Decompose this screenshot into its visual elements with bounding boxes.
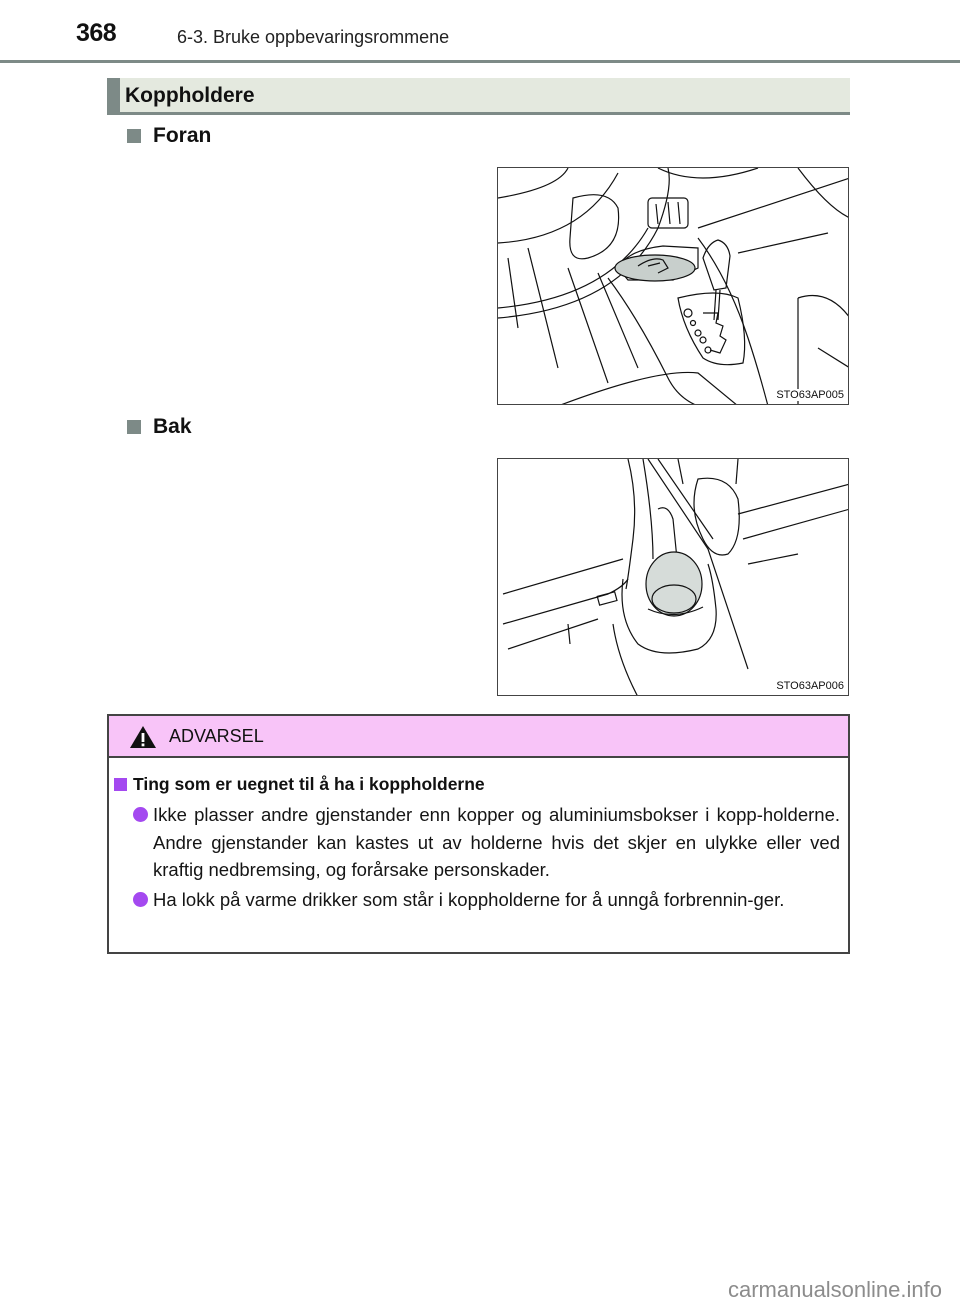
warning-triangle-icon <box>129 725 157 749</box>
header-rule <box>0 60 960 63</box>
rear-cup-holder-illustration-icon <box>498 459 849 696</box>
square-bullet-icon <box>114 778 127 791</box>
watermark[interactable]: carmanualsonline.info <box>727 1277 942 1302</box>
subheading-label: Bak <box>153 415 192 438</box>
warning-title: ADVARSEL <box>169 726 264 746</box>
warning-bullet-text: Ha lokk på varme drikker som står i koppholderne for å unngå forbrennin-ger. <box>153 889 785 910</box>
front-cup-holder-illustration-icon <box>498 168 849 405</box>
heading-accent-bar <box>107 78 120 112</box>
square-bullet-icon <box>127 129 141 143</box>
warning-bullet <box>133 801 840 884</box>
figure-caption: STO63AP005 <box>773 389 844 401</box>
section-title: Koppholdere <box>125 84 255 107</box>
warning-bullet <box>133 886 840 914</box>
bullet-dot-icon <box>133 892 148 907</box>
bullet-dot-icon <box>133 807 148 822</box>
warning-box <box>107 714 850 954</box>
section-heading <box>107 78 850 115</box>
chapter-title: 6-3. Bruke oppbevaringsrommene <box>177 27 450 47</box>
page-number: 368 <box>76 19 117 47</box>
figure-rear-cup-holder <box>497 458 849 696</box>
subheading-front <box>127 124 211 148</box>
square-bullet-icon <box>127 420 141 434</box>
subheading-rear <box>127 415 192 439</box>
warning-item-label: Ting som er uegnet til å ha i koppholderne <box>133 774 485 794</box>
figure-front-cup-holder <box>497 167 849 405</box>
figure-caption: STO63AP006 <box>773 680 844 692</box>
warning-item-title <box>114 774 485 795</box>
warning-bullet-text: Ikke plasser andre gjenstander enn kopper og aluminiumsbokser i kopp-holderne. Andre gjenstander kan kastes ut av holderne hvis det skjer en ulykke eller ved kraftig nedbremsing, og forårsake personskader. <box>153 804 840 880</box>
warning-header <box>109 716 848 758</box>
subheading-label: Foran <box>153 124 212 147</box>
